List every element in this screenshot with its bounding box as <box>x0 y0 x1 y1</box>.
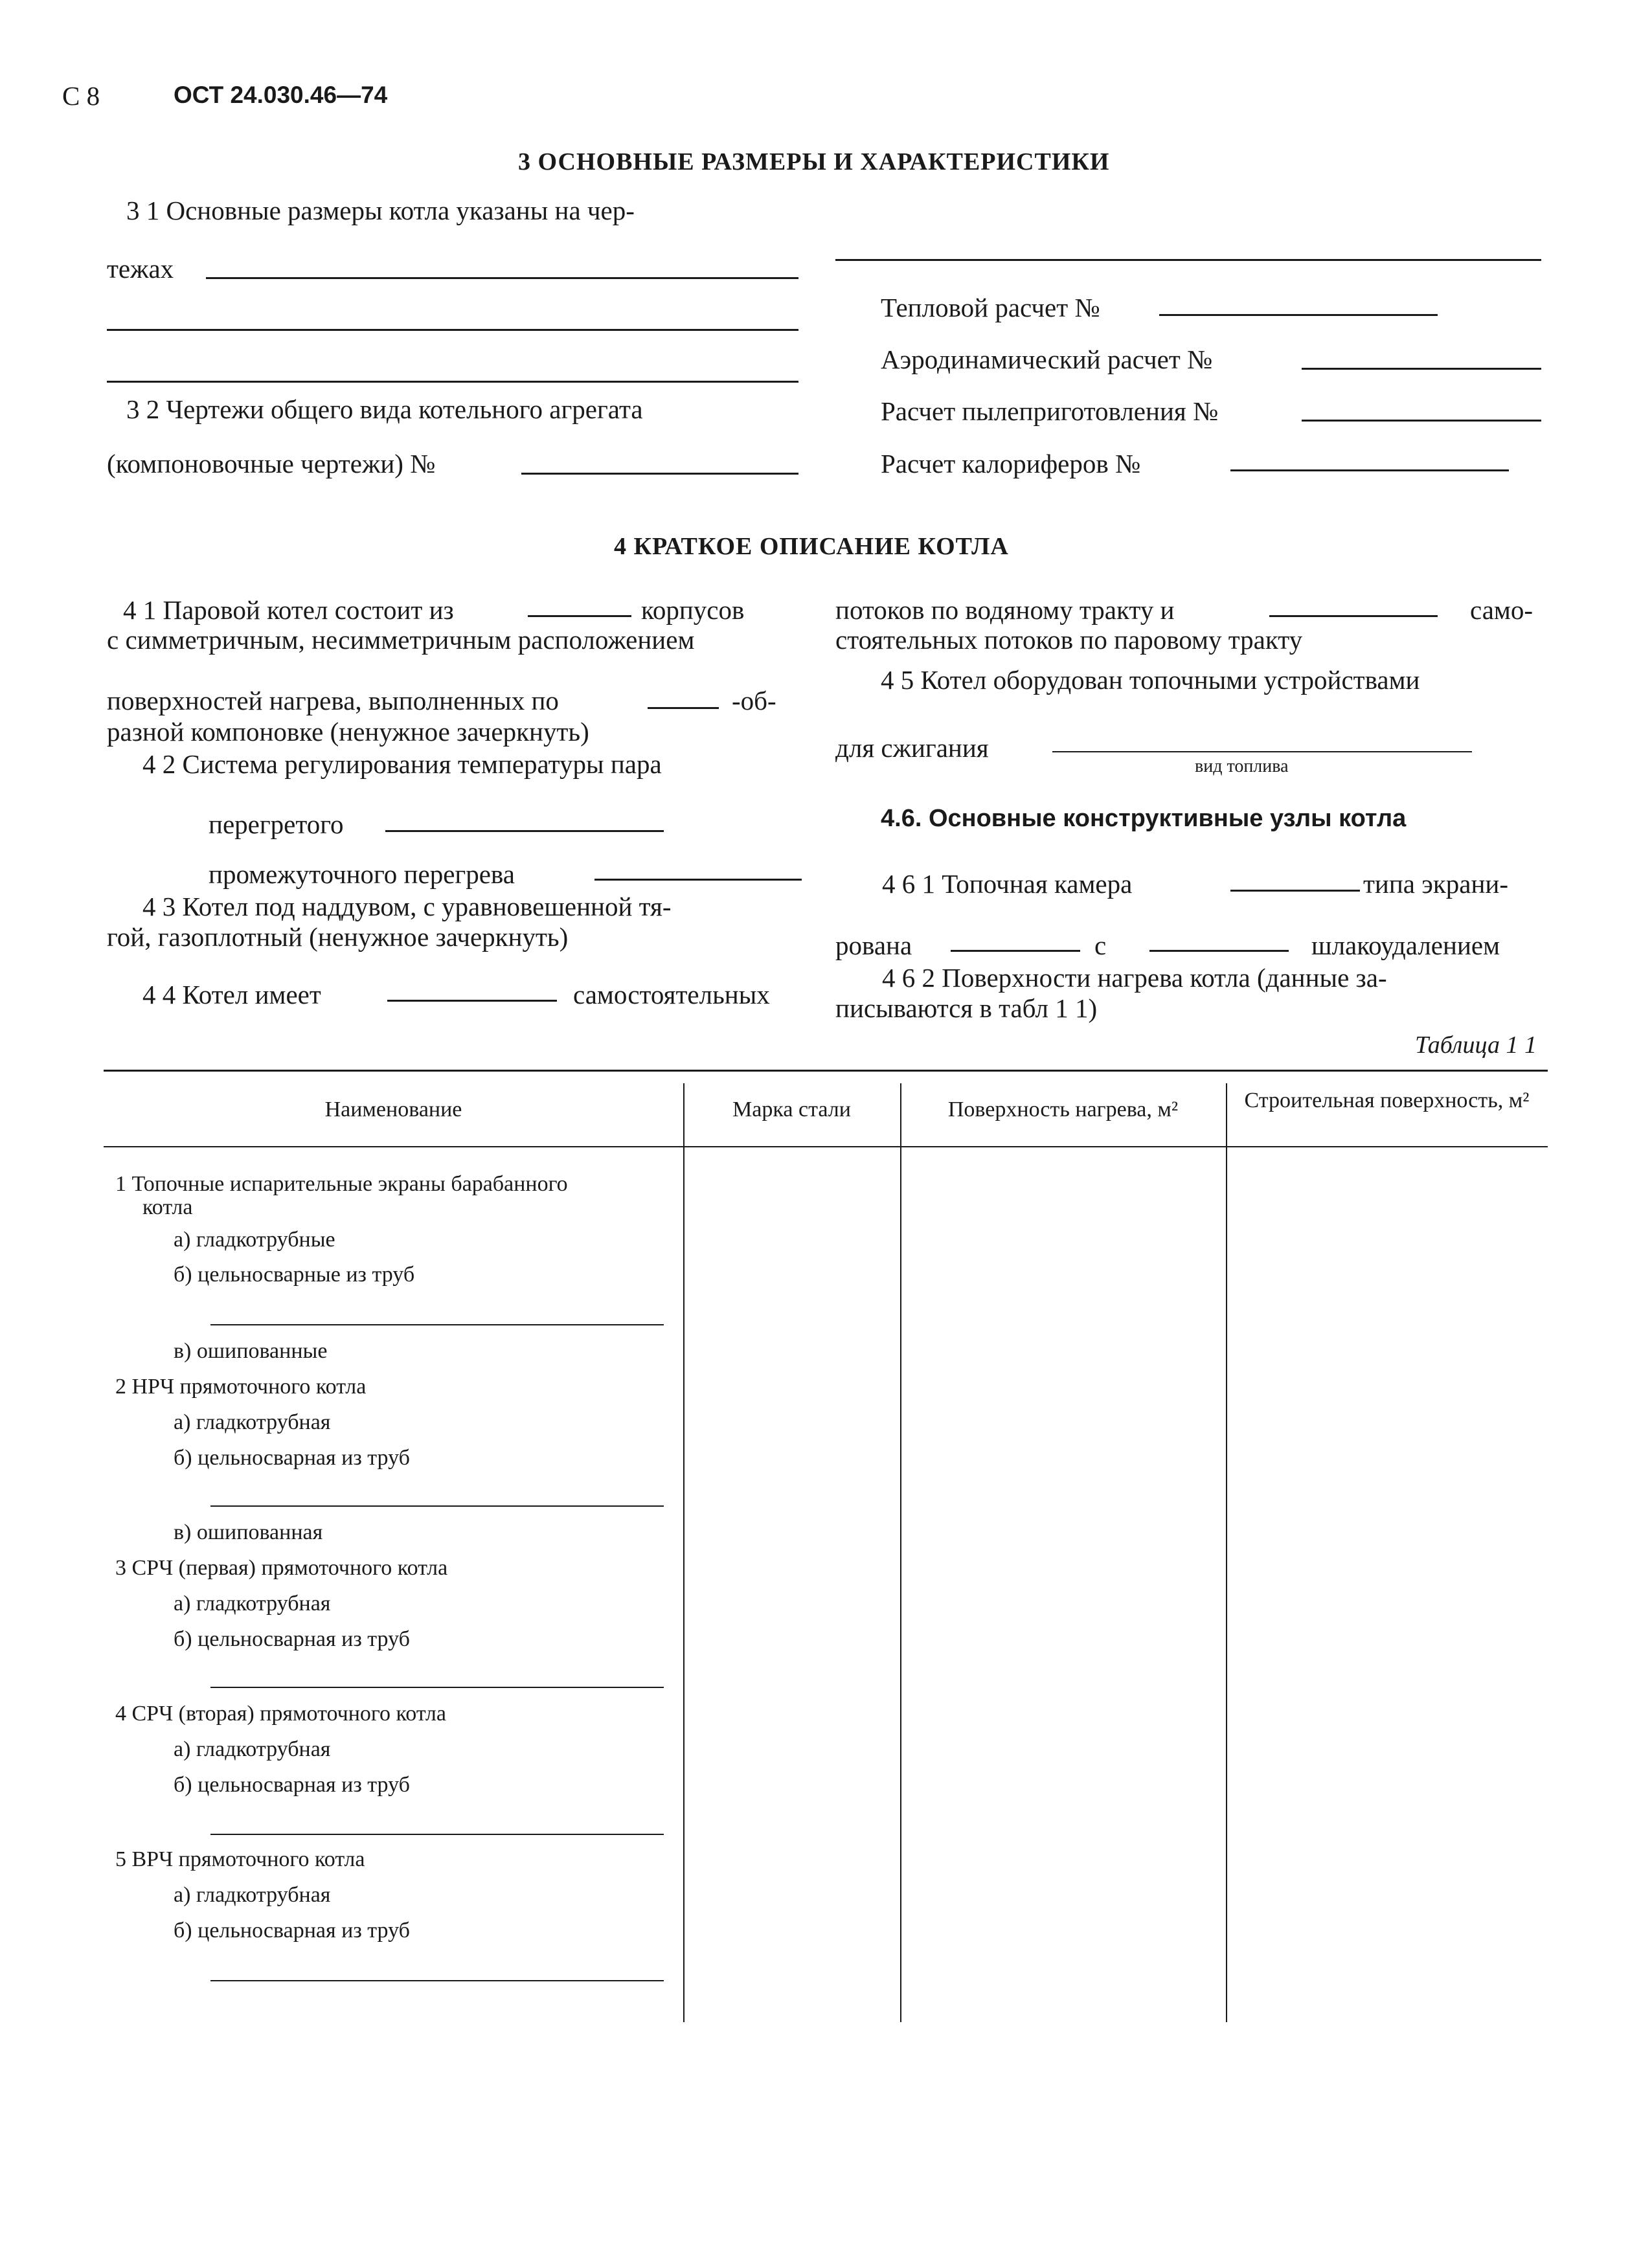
table-row-2a: а) гладкотрубная <box>174 1410 331 1434</box>
table-row-1b: б) цельносварные из труб <box>174 1263 415 1287</box>
fill-line-thermal <box>1159 314 1438 316</box>
para-4-2-superheat: перегретого <box>209 809 344 839</box>
dust-prep-calc-label: Расчет пылеприготовления № <box>881 396 1219 426</box>
col-header-building-surface: Строительная поверхность, м² <box>1244 1088 1530 1112</box>
table-fill-line-4 <box>210 1834 664 1835</box>
fill-line-hulls <box>528 615 631 617</box>
table-row-1c: в) ошипованные <box>174 1339 328 1363</box>
para-4-1-line2: с симметричным, несимметричным расположением <box>107 625 695 655</box>
para-4-3-line2: гой, газоплотный (ненужное зачеркнуть) <box>107 922 569 952</box>
fill-line-aero <box>1302 368 1541 370</box>
section-4-6-title: 4.6. Основные конструктивные узлы котла <box>881 805 1407 832</box>
page-number: С 8 <box>62 81 100 111</box>
aero-calc-label: Аэродинамический расчет № <box>881 344 1213 374</box>
table-row-5b: б) цельносварная из труб <box>174 1919 410 1943</box>
table-header-border <box>104 1146 1548 1147</box>
fill-line-drawings-3 <box>107 381 798 383</box>
fill-line-layout-type <box>648 707 719 709</box>
para-4-2-reheat: промежуточного перегрева <box>209 859 515 889</box>
table-row-4b: б) цельносварная из труб <box>174 1773 410 1797</box>
table-row-4a: а) гладкотрубная <box>174 1737 331 1761</box>
para-4-6-1-line2: рована <box>835 930 912 960</box>
para-4-5-burn: для сжигания <box>835 733 989 763</box>
fill-line-dust <box>1302 420 1541 422</box>
table-caption: Таблица 1 1 <box>1415 1031 1537 1059</box>
table-row-1-title: 1 Топочные испарительные экраны барабанного <box>115 1172 568 1196</box>
table-row-5-title: 5 ВРЧ прямоточного котла <box>115 1847 365 1871</box>
para-4-5-line1: 4 5 Котел оборудован топочными устройствами <box>881 665 1420 695</box>
para-4-6-1-with: с <box>1094 930 1107 960</box>
fill-line-furnace-type <box>1230 890 1360 892</box>
fill-line-layout-drawings <box>521 473 798 475</box>
col-header-heating-surface: Поверхность нагрева, м² <box>947 1098 1179 1121</box>
fill-line-drawings-2 <box>107 329 798 331</box>
fill-line-superheat <box>385 830 664 832</box>
para-4-2-line1: 4 2 Система регулирования температуры пара <box>142 749 662 779</box>
para-3-2-line1: 3 2 Чертежи общего вида котельного агрегата <box>126 394 643 424</box>
table-row-2c: в) ошипованная <box>174 1520 323 1544</box>
table-col-divider-3 <box>1226 1083 1227 2022</box>
table-fill-line-2 <box>210 1505 664 1507</box>
table-row-5a: а) гладкотрубная <box>174 1883 331 1907</box>
table-row-1-title-cont: котла <box>142 1195 193 1219</box>
table-top-border <box>104 1070 1548 1072</box>
fill-line-calorifer <box>1230 469 1509 471</box>
para-3-1-line1: 3 1 Основные размеры котла указаны на чер- <box>126 196 635 225</box>
para-4-6-1-suffix: типа экрани- <box>1363 869 1508 899</box>
col-header-name: Наименование <box>324 1098 462 1121</box>
para-4-4-suffix: самостоятельных <box>573 980 770 1009</box>
table-row-4-title: 4 СРЧ (вторая) прямоточного котла <box>115 1702 446 1726</box>
thermal-calc-label: Тепловой расчет № <box>881 293 1100 322</box>
table-fill-line-3 <box>210 1687 664 1688</box>
fuel-type-caption: вид топлива <box>1195 756 1289 776</box>
table-fill-line-5 <box>210 1980 664 1981</box>
fill-line-steam-flows <box>1269 615 1438 617</box>
para-4-1-line4: разной компоновке (ненужное зачеркнуть) <box>107 717 589 747</box>
table-row-1a: а) гладкотрубные <box>174 1228 335 1252</box>
fill-line-flows-count <box>387 1000 557 1002</box>
para-4-1-hulls: корпусов <box>641 595 745 625</box>
table-fill-line-1 <box>210 1324 664 1325</box>
col-header-steel: Марка стали <box>732 1098 851 1121</box>
fill-line-slag <box>1149 950 1289 952</box>
para-3-2-line2: (компоновочные чертежи) № <box>107 449 436 479</box>
table-col-divider-1 <box>683 1083 685 2022</box>
flows-line1: потоков по водяному тракту и <box>835 595 1175 625</box>
para-4-6-1-slag: шлакоудалением <box>1311 930 1500 960</box>
calorifer-calc-label: Расчет калориферов № <box>881 449 1141 479</box>
para-4-4-line1: 4 4 Котел имеет <box>142 980 321 1009</box>
section3-title: 3 ОСНОВНЫЕ РАЗМЕРЫ И ХАРАКТЕРИСТИКИ <box>518 148 1110 175</box>
table-row-3b: б) цельносварная из труб <box>174 1627 410 1651</box>
para-4-3-line1: 4 3 Котел под наддувом, с уравновешенной тя- <box>142 892 672 921</box>
fill-line-screened <box>951 950 1080 952</box>
flows-suffix: само- <box>1470 595 1533 625</box>
para-4-1-line1: 4 1 Паровой котел состоит из <box>123 595 454 625</box>
para-4-6-2-line1: 4 6 2 Поверхности нагрева котла (данные за- <box>882 963 1387 993</box>
table-row-3a: а) гладкотрубная <box>174 1592 331 1616</box>
fill-line-reheat <box>594 879 802 881</box>
flows-line2: стоятельных потоков по паровому тракту <box>835 625 1303 655</box>
para-4-6-2-line2: писываются в табл 1 1) <box>835 993 1098 1023</box>
table-row-3-title: 3 СРЧ (первая) прямоточного котла <box>115 1556 448 1580</box>
fill-line-fuel <box>1052 751 1472 752</box>
table-col-divider-2 <box>900 1083 901 2022</box>
standard-code: ОСТ 24.030.46—74 <box>174 82 388 108</box>
para-4-1-line3: поверхностей нагрева, выполненных по <box>107 686 559 715</box>
table-row-2-title: 2 НРЧ прямоточного котла <box>115 1375 367 1399</box>
section4-title: 4 КРАТКОЕ ОПИСАНИЕ КОТЛА <box>614 533 1009 560</box>
para-4-1-suffix: -об- <box>732 686 776 715</box>
para-3-1-line2: тежах <box>107 254 174 284</box>
table-row-2b: б) цельносварная из труб <box>174 1446 410 1470</box>
para-4-6-1-line1: 4 6 1 Топочная камера <box>882 869 1133 899</box>
fill-line-drawings-right <box>835 259 1541 261</box>
fill-line-drawings-1 <box>206 277 798 279</box>
